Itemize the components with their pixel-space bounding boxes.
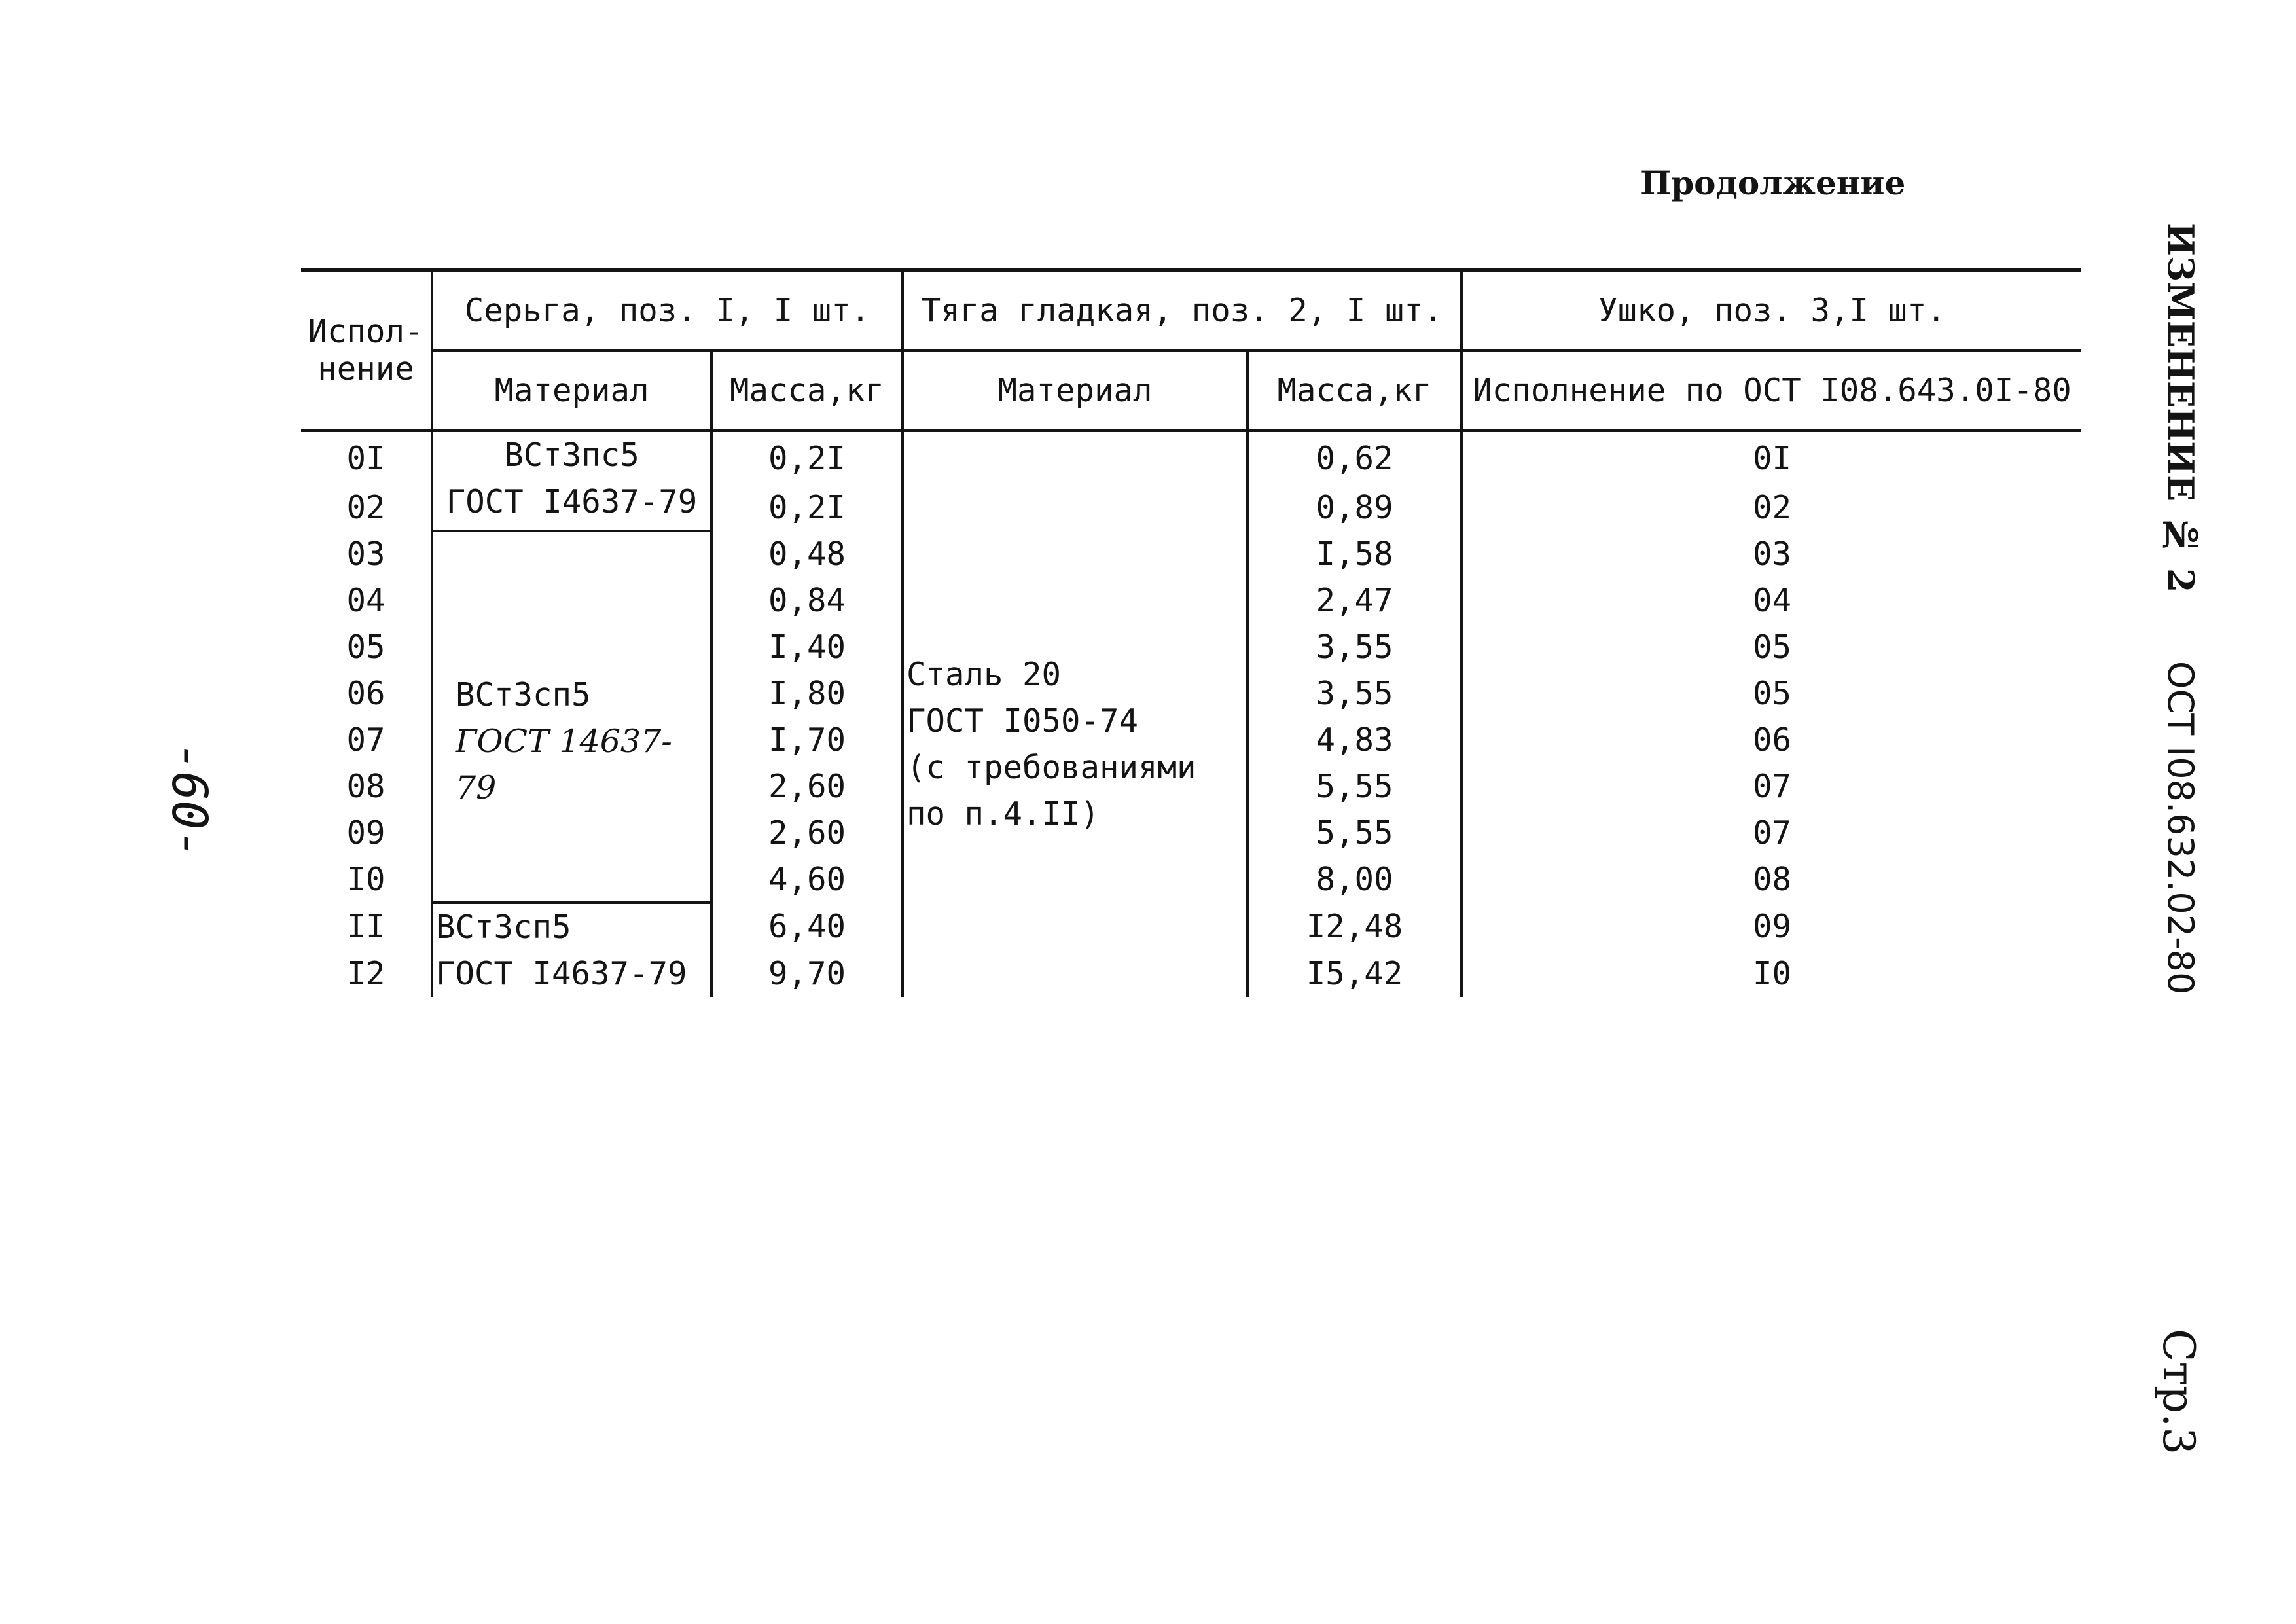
execution-cell: 0I	[346, 439, 386, 477]
eye-exec-cell: 08	[1462, 856, 2081, 903]
material-line: ГОСТ I4637-79	[436, 955, 687, 992]
header-row-top	[301, 270, 2081, 351]
material-line: (с требованиями	[906, 749, 1196, 786]
earring-mass-cell: 9,70	[711, 950, 903, 997]
header-material: Материал	[432, 350, 711, 431]
rod-material	[903, 431, 1247, 998]
execution-cell: 08	[346, 768, 386, 805]
rod-mass-cell: I2,48	[1247, 903, 1462, 950]
table-row	[301, 431, 2081, 485]
eye-exec-cell: 03	[1462, 531, 2081, 577]
material-line: ГОСТ I050-74	[906, 702, 1139, 740]
eye-exec-cell: 06	[1462, 717, 2081, 763]
page-number-left: -60-	[161, 742, 218, 859]
eye-exec-cell: 05	[1462, 624, 2081, 670]
execution-cell: I0	[346, 861, 386, 898]
header-eye-exec: Исполнение по ОСТ I08.643.0I-80	[1462, 350, 2081, 431]
header-mass-2: Масса,кг	[1247, 350, 1462, 431]
eye-exec-cell: 0I	[1462, 431, 2081, 485]
earring-material-c	[432, 903, 711, 997]
rod-mass-cell: 0,89	[1247, 484, 1462, 531]
header-eye: Ушко, поз. 3,I шт.	[1462, 270, 2081, 351]
continuation-label: Продолжение	[1640, 164, 1906, 202]
eye-exec-cell: 07	[1462, 763, 2081, 810]
execution-cell: I2	[346, 954, 386, 992]
header-earring: Серьга, поз. I, I шт.	[432, 270, 903, 351]
rod-mass-cell: 2,47	[1247, 577, 1462, 624]
rod-mass-cell: I,58	[1247, 531, 1462, 577]
earring-mass-cell: 0,84	[711, 577, 903, 624]
header-rod: Тяга гладкая, поз. 2, I шт.	[903, 270, 1462, 351]
eye-exec-cell: 04	[1462, 577, 2081, 624]
eye-exec-cell: 07	[1462, 810, 2081, 856]
eye-exec-cell: I0	[1462, 950, 2081, 997]
specification-table	[301, 268, 2081, 997]
earring-mass-cell: 0,2I	[711, 484, 903, 531]
eye-exec-cell: 05	[1462, 670, 2081, 717]
rod-material-inner	[906, 432, 1244, 837]
page-label: Стр.3	[2153, 1329, 2204, 1455]
rod-mass-cell: 3,55	[1247, 670, 1462, 717]
execution-cell: II	[346, 907, 386, 945]
earring-mass-cell: 6,40	[711, 903, 903, 950]
material-line: ВСт3сп5	[456, 676, 591, 713]
eye-exec-cell: 02	[1462, 484, 2081, 531]
header-row-sub	[301, 350, 2081, 431]
execution-cell: 07	[346, 721, 386, 759]
execution-cell: 03	[346, 535, 386, 573]
standard-number: ОСТ I08.632.02-80	[2160, 661, 2201, 995]
earring-material-b	[432, 531, 711, 903]
execution-cell: 09	[346, 814, 386, 852]
execution-cell: 02	[346, 489, 386, 526]
material-line: ГОСТ 14637-79	[456, 723, 672, 806]
earring-mass-cell: I,80	[711, 670, 903, 717]
rod-mass-cell: 8,00	[1247, 856, 1462, 903]
material-line: ВСт3сп5	[436, 909, 571, 946]
rod-mass-cell: 5,55	[1247, 763, 1462, 810]
earring-material-b-inner	[436, 532, 708, 811]
eye-exec-cell: 09	[1462, 903, 2081, 950]
change-notice: ИЗМЕНЕНИЕ № 2	[2160, 223, 2202, 593]
execution-cell: 04	[346, 582, 386, 619]
rod-mass-cell: 0,62	[1247, 431, 1462, 485]
earring-material-a	[432, 431, 711, 532]
material-line: ВСт3пс5	[504, 437, 639, 474]
earring-mass-cell: 0,48	[711, 531, 903, 577]
material-line: ГОСТ I4637-79	[446, 483, 698, 520]
earring-mass-cell: I,40	[711, 624, 903, 670]
rod-mass-cell: 5,55	[1247, 810, 1462, 856]
rod-mass-cell: 4,83	[1247, 717, 1462, 763]
material-line: по п.4.II)	[906, 795, 1100, 833]
earring-mass-cell: I,70	[711, 717, 903, 763]
execution-cell: 06	[346, 675, 386, 712]
header-mass: Масса,кг	[711, 350, 903, 431]
header-execution: Испол- нение	[301, 270, 432, 431]
earring-mass-cell: 2,60	[711, 763, 903, 810]
header-material-2: Материал	[903, 350, 1247, 431]
earring-mass-cell: 4,60	[711, 856, 903, 903]
rod-mass-cell: I5,42	[1247, 950, 1462, 997]
earring-mass-cell: 2,60	[711, 810, 903, 856]
execution-cell: 05	[346, 628, 386, 666]
earring-mass-cell: 0,2I	[711, 431, 903, 485]
rod-mass-cell: 3,55	[1247, 624, 1462, 670]
material-line: Сталь 20	[906, 656, 1062, 693]
